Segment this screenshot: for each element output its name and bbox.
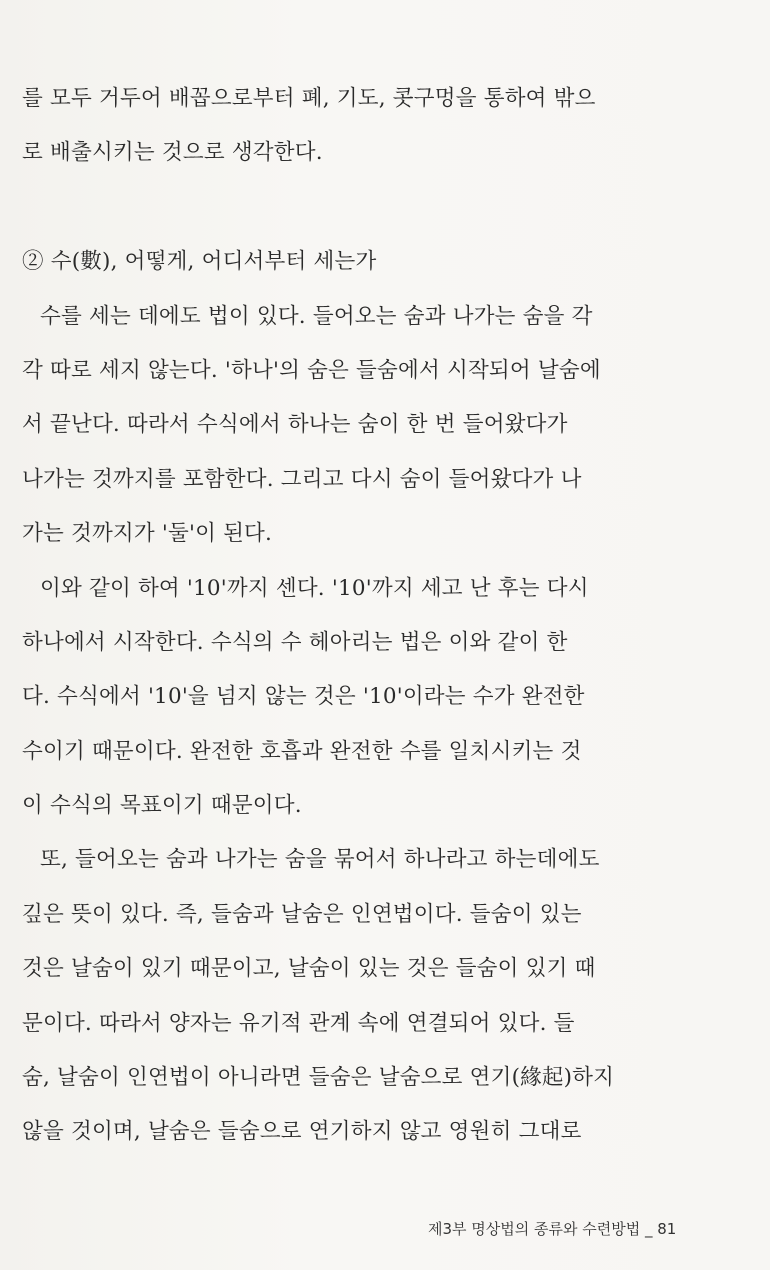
text-line: 수이기 때문이다. 완전한 호흡과 완전한 수를 일치시키는 것	[22, 738, 582, 764]
section-heading: ② 수(數), 어떻게, 어디서부터 세는가	[22, 249, 377, 275]
paragraph-gap	[22, 181, 694, 235]
text-line: 각 따로 세지 않는다. '하나'의 숨은 들숨에서 시작되어 날숨에	[22, 357, 601, 383]
body-text	[22, 72, 694, 1160]
text-line: 문이다. 따라서 양자는 유기적 관계 속에 연결되어 있다. 들	[22, 1010, 575, 1036]
text-line: 깊은 뜻이 있다. 즉, 들숨과 날숨은 인연법이다. 들숨이 있는	[22, 901, 582, 927]
text-line: 수를 세는 데에도 법이 있다. 들어오는 숨과 나가는 숨을 각	[40, 303, 593, 329]
text-line: 를 모두 거두어 배꼽으로부터 폐, 기도, 콧구멍을 통하여 밖으	[22, 86, 596, 111]
text-line: 않을 것이며, 날숨은 들숨으로 연기하지 않고 영원히 그대로	[22, 1119, 582, 1145]
text-line: 이와 같이 하여 '10'까지 센다. '10'까지 세고 난 후는 다시	[40, 575, 589, 601]
text-line: 것은 날숨이 있기 때문이고, 날숨이 있는 것은 들숨이 있기 때	[22, 956, 596, 982]
text-line: 하나에서 시작한다. 수식의 수 헤아리는 법은 이와 같이 한	[22, 629, 568, 655]
text-line: 가는 것까지가 '둘'이 된다.	[22, 521, 273, 547]
text-line: 나가는 것까지를 포함한다. 그리고 다시 숨이 들어왔다가 나	[22, 466, 582, 492]
running-footer: 제3부 명상법의 종류와 수련방법 _ 81	[428, 1220, 677, 1238]
text-line: 또, 들어오는 숨과 나가는 숨을 묶어서 하나라고 하는데에도	[40, 847, 600, 873]
text-line: 이 수식의 목표이기 때문이다.	[22, 793, 302, 819]
text-line: 다. 수식에서 '10'을 넘지 않는 것은 '10'이라는 수가 완전한	[22, 684, 585, 710]
text-line: 로 배출시키는 것으로 생각한다.	[22, 140, 323, 166]
text-line: 서 끝난다. 따라서 수식에서 하나는 숨이 한 번 들어왔다가	[22, 412, 568, 438]
text-line: 숨, 날숨이 인연법이 아니라면 들숨은 날숨으로 연기(緣起)하지	[22, 1065, 615, 1091]
